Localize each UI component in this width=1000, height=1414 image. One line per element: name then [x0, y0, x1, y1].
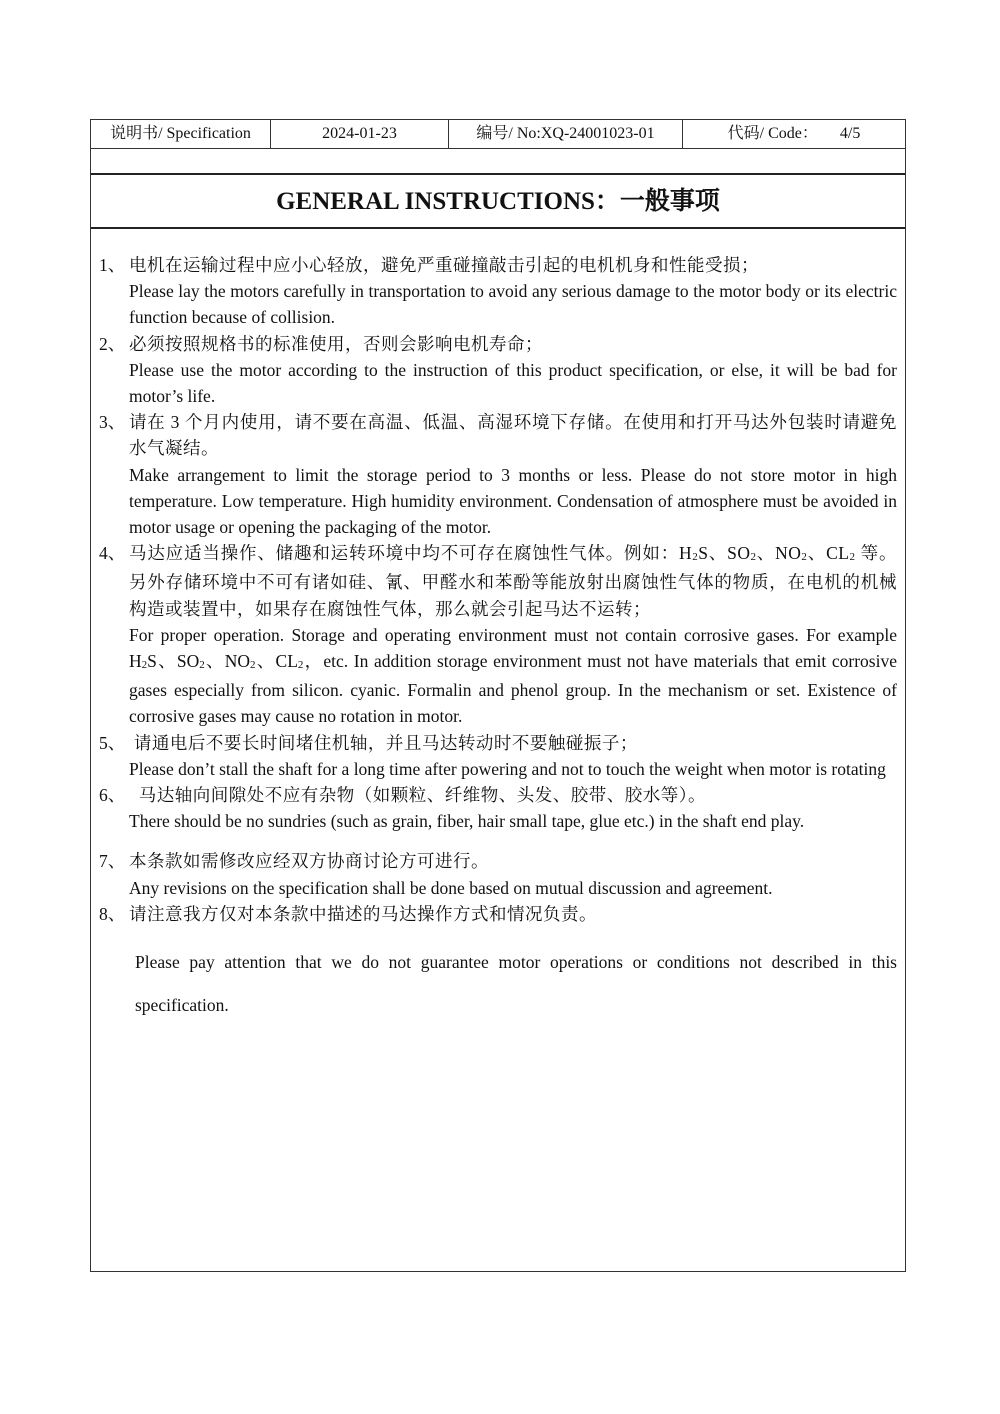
item-number: 8、: [99, 903, 126, 924]
item-chinese-text: 本条款如需修改应经双方协商讨论方可进行。: [129, 851, 489, 872]
subscript: 2: [250, 659, 256, 672]
list-item: [91, 409, 905, 540]
text-run: S、SO: [147, 651, 200, 672]
item-english-text: Please lay the motors carefully in transportation to avoid any serious damage to the motor body or its electric function because of collision.: [129, 281, 897, 328]
item-number: 1、: [99, 255, 126, 275]
text-run: 、CL: [807, 543, 850, 564]
subscript: 2: [199, 659, 205, 672]
text-run: ，etc. In addition storage environment must not have materials that emit corrosive gases especially from silicon. cyanic. Formalin and phenol group. In the mechanism or set. Existence of corrosive gases may cause no rotation in motor.: [129, 651, 897, 727]
text-run: S、SO: [698, 543, 751, 564]
page-title: GENERAL INSTRUCTIONS：一般事项: [91, 173, 905, 229]
header-code-label: 代码/ Code：: [727, 125, 818, 142]
item-english-text: Any revisions on the specification shall be done based on mutual discussion and agreement.: [129, 877, 773, 898]
item-number: 3、: [99, 412, 126, 433]
header-page: 4/5: [839, 125, 861, 142]
subscript: 2: [692, 551, 699, 564]
text-run: 、NO: [756, 543, 802, 564]
header-table: [91, 120, 905, 149]
list-item: [91, 252, 905, 331]
list-item: [91, 901, 905, 1027]
item-english-text: Please don’t stall the shaft for a long time after powering and not to touch the weight when motor is rotating: [129, 758, 886, 779]
text-run: 马达应适当操作、储趣和运转环境中均不可存在腐蚀性气体。例如：H: [129, 543, 693, 564]
item-number: 6、: [99, 785, 126, 806]
header-code: [683, 120, 905, 148]
subscript: 2: [801, 551, 808, 564]
list-item: [91, 730, 905, 782]
list-item: [91, 540, 905, 729]
text-run: For proper operation. Storage and operating environment must not contain corrosive gases. For example H: [129, 624, 897, 672]
text-run: 等。另外存储环境中不可有诸如硅、氰、甲醛水和苯酚等能放射出腐蚀性气体的物质，在电机的机械构造或装置中，如果存在腐蚀性气体，那么就会引起马达不运转；: [129, 543, 898, 619]
subscript: 2: [297, 659, 304, 672]
text-run: 、NO: [204, 651, 251, 672]
item-number: 5、: [99, 732, 126, 753]
instructions-list: [91, 252, 905, 1027]
item-chinese-text: [129, 540, 897, 622]
item-number: 4、: [99, 543, 126, 564]
list-item: [91, 331, 905, 410]
subscript: 2: [141, 659, 148, 672]
subscript: 2: [750, 551, 757, 564]
document-frame: [90, 119, 906, 1272]
item-chinese-text: 请注意我方仅对本条款中描述的马达操作方式和情况负责。: [129, 903, 597, 924]
item-chinese-text: 马达轴向间隙处不应有杂物（如颗粒、纤维物、头发、胶带、胶水等）。: [129, 785, 706, 806]
item-english-text: Make arrangement to limit the storage period to 3 months or less. Please do not store motor in high temperature. Low temperature. High humidity environment. Condensation of atmosphere must be avoided in motor usage or opening the packaging of the motor.: [129, 464, 897, 538]
item-chinese-text: 必须按照规格书的标准使用，否则会影响电机寿命；: [129, 333, 543, 354]
item-number: 2、: [99, 333, 126, 354]
header-number: 编号/ No:XQ-24001023-01: [449, 120, 683, 148]
text-run: 、CL: [255, 651, 298, 672]
item-english-text: Please pay attention that we do not guarantee motor operations or conditions not described in this specification.: [135, 952, 897, 1016]
item-chinese-text: 请在 3 个月内使用，请不要在高温、低温、高湿环境下存储。在使用和打开马达外包装时请避免水气凝结。: [129, 412, 897, 459]
header-doc-type: 说明书/ Specification: [91, 120, 271, 148]
item-english-text: [129, 622, 897, 730]
item-chinese-text: 请通电后不要长时间堵住机轴，并且马达转动时不要触碰振子；: [129, 732, 638, 753]
list-item: [91, 782, 905, 834]
spacer: [91, 834, 905, 848]
item-number: 7、: [99, 851, 126, 872]
header-date: 2024-01-23: [271, 120, 449, 148]
list-item: [91, 848, 905, 900]
subscript: 2: [849, 551, 856, 564]
item-english-text: Please use the motor according to the instruction of this product specification, or else, it will be bad for motor’s life.: [129, 359, 897, 407]
item-english-text: There should be no sundries (such as grain, fiber, hair small tape, glue etc.) in the shaft end play.: [129, 811, 805, 832]
item-chinese-text: 电机在运输过程中应小心轻放，避免严重碰撞敲击引起的电机机身和性能受损；: [129, 255, 759, 275]
